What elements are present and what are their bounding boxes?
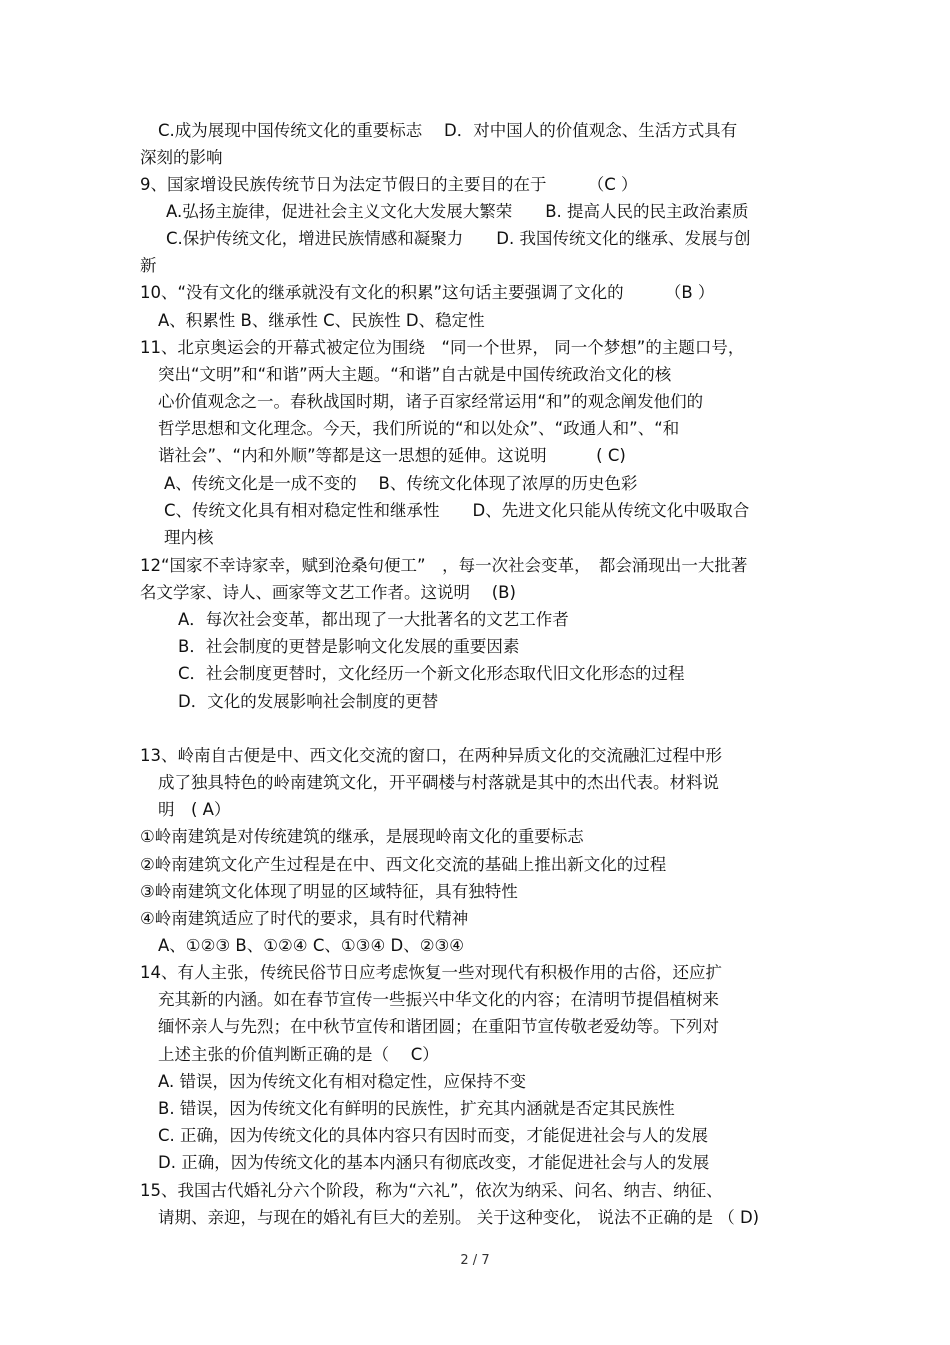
- text-line: 9、国家增设民族传统节日为法定节假日的主要目的在于 （C ）: [140, 175, 638, 194]
- text-line: 名文学家、诗人、画家等文艺工作者。这说明 (B): [140, 583, 516, 602]
- text-line: A.弘扬主旋律，促进社会主义文化大发展大繁荣 B. 提高人民的民主政治素质: [166, 202, 749, 221]
- text-line: C．社会制度更替时，文化经历一个新文化形态取代旧文化形态的过程: [178, 664, 685, 683]
- text-line: 突出“文明”和“和谐”两大主题。“和谐”自古就是中国传统政治文化的核: [158, 365, 672, 384]
- text-line: 理内核: [164, 528, 214, 547]
- text-line: 成了独具特色的岭南建筑文化，开平碉楼与村落就是其中的杰出代表。材料说: [158, 773, 719, 792]
- text-line: A、①②③ B、①②④ C、①③④ D、②③④: [158, 936, 465, 955]
- text-line: 上述主张的价值判断正确的是（ C）: [158, 1045, 439, 1064]
- text-line: 15、我国古代婚礼分六个阶段，称为“六礼”，依次为纳采、问名、纳吉、纳征、: [140, 1181, 723, 1200]
- text-line: ②岭南建筑文化产生过程是在中、西文化交流的基础上推出新文化的过程: [140, 855, 667, 874]
- text-line: C.成为展现中国传统文化的重要标志 D．对中国人的价值观念、生活方式具有: [158, 121, 738, 140]
- text-line: C、传统文化具有相对稳定性和继承性 D、先进文化只能从传统文化中吸取合: [164, 501, 750, 520]
- text-line: C. 正确，因为传统文化的具体内容只有因时而变，才能促进社会与人的发展: [158, 1126, 709, 1145]
- text-line: A、积累性 B、继承性 C、民族性 D、稳定性: [158, 311, 485, 330]
- text-line: ①岭南建筑是对传统建筑的继承，是展现岭南文化的重要标志: [140, 827, 584, 846]
- text-line: 11、北京奥运会的开幕式被定位为围绕 “同一个世界， 同一个梦想”的主题口号，: [140, 338, 745, 357]
- text-line: B．社会制度的更替是影响文化发展的重要因素: [178, 637, 520, 656]
- text-line: 新: [140, 256, 157, 275]
- text-line: 缅怀亲人与先烈；在中秋节宣传和谐团圆；在重阳节宣传敬老爱幼等。下列对: [158, 1017, 719, 1036]
- text-line: 哲学思想和文化理念。今天，我们所说的“和以处众”、“政通人和”、“和: [158, 419, 680, 438]
- text-line: 12“国家不幸诗家幸，赋到沧桑句便工” ，每一次社会变革， 都会涌现出一大批著: [140, 556, 748, 575]
- text-line: A. 错误，因为传统文化有相对稳定性，应保持不变: [158, 1072, 526, 1091]
- text-line: 充其新的内涵。如在春节宣传一些振兴中华文化的内容；在清明节提倡植树来: [158, 990, 719, 1009]
- text-line: D．文化的发展影响社会制度的更替: [178, 692, 439, 711]
- text-line: 心价值观念之一。春秋战国时期，诸子百家经常运用“和”的观念阐发他们的: [158, 392, 704, 411]
- text-line: 请期、亲迎，与现在的婚礼有巨大的差别。 关于这种变化， 说法不正确的是 （ D): [158, 1208, 760, 1227]
- text-line: A、传统文化是一成不变的 B、传统文化体现了浓厚的历史色彩: [164, 474, 638, 493]
- text-line: B. 错误，因为传统文化有鲜明的民族性，扩充其内涵就是否定其民族性: [158, 1099, 675, 1118]
- text-line: C.保护传统文化，增进民族情感和凝聚力 D. 我国传统文化的继承、发展与创: [166, 229, 751, 248]
- text-line: ③岭南建筑文化体现了明显的区域特征，具有独特性: [140, 882, 518, 901]
- text-line: 明 ( A）: [158, 800, 231, 819]
- text-line: 深刻的影响: [140, 148, 223, 167]
- page-number: 2 / 7: [460, 1253, 490, 1268]
- text-line: D. 正确，因为传统文化的基本内涵只有彻底改变，才能促进社会与人的发展: [158, 1153, 710, 1172]
- text-line: 14、有人主张，传统民俗节日应考虑恢复一些对现代有积极作用的古俗，还应扩: [140, 963, 722, 982]
- text-line: 谐社会”、“内和外顺”等都是这一思想的延伸。这说明 ( C): [158, 446, 626, 465]
- text-line: 10、“没有文化的继承就没有文化的积累”这句话主要强调了文化的 （B ）: [140, 283, 715, 302]
- text-line: A．每次社会变革，都出现了一大批著名的文艺工作者: [178, 610, 569, 629]
- text-line: ④岭南建筑适应了时代的要求，具有时代精神: [140, 909, 469, 928]
- text-line: 13、岭南自古便是中、西文化交流的窗口，在两种异质文化的交流融汇过程中形: [140, 746, 722, 765]
